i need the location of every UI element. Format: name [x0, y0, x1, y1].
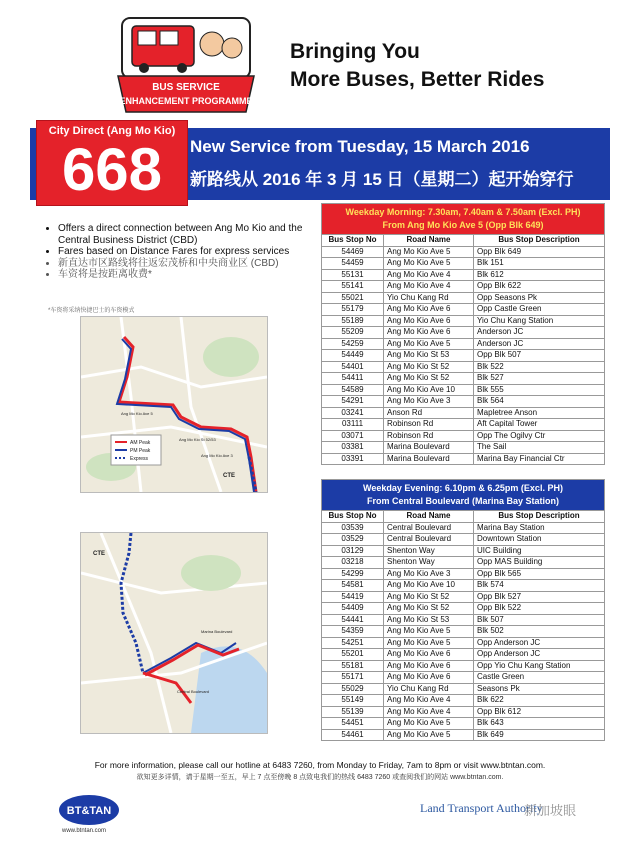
morning-stops-table — [321, 203, 605, 465]
footer-info-zh: 欲知更多详情，请于星期一至五，早上 7 点至傍晚 8 点致电我们的热线 6483 7260 或查阅我们的网站 www.btntan.com. — [136, 774, 504, 781]
morning-title-row — [322, 204, 605, 235]
stop-description: UIC Building — [474, 545, 605, 557]
road-name: Ang Mo Kio Ave 5 — [384, 729, 474, 741]
table-row — [322, 591, 605, 603]
table-row — [322, 292, 605, 304]
bus-service-enhancement-logo — [112, 14, 260, 114]
header-road-name: Road Name — [384, 511, 474, 523]
road-name: Ang Mo Kio Ave 4 — [384, 706, 474, 718]
table-row — [322, 718, 605, 730]
table-row — [322, 580, 605, 592]
stop-description: Opp Yio Chu Kang Station — [474, 660, 605, 672]
bus-stop-no: 54291 — [322, 396, 384, 408]
header-bus-stop-no: Bus Stop No — [322, 235, 384, 247]
road-name: Yio Chu Kang Rd — [384, 292, 474, 304]
bus-stop-no: 54459 — [322, 258, 384, 270]
table-row — [322, 361, 605, 373]
evening-title-row — [322, 480, 605, 511]
road-name: Marina Boulevard — [384, 453, 474, 465]
road-name: Ang Mo Kio Ave 6 — [384, 660, 474, 672]
road-name: Ang Mo Kio Ave 3 — [384, 396, 474, 408]
road-name: Anson Rd — [384, 407, 474, 419]
watermark: 新加坡眼 — [524, 803, 577, 818]
evening-stops-table — [321, 479, 605, 741]
bt-tan-logo-text: BT&TAN — [66, 805, 112, 817]
table-row — [322, 568, 605, 580]
table-row — [322, 637, 605, 649]
table-row — [322, 649, 605, 661]
road-name: Ang Mo Kio St 53 — [384, 614, 474, 626]
map1-label: Ang Mo Kio Ave 5 — [121, 411, 153, 416]
stop-description: Opp Anderson JC — [474, 637, 605, 649]
table-row — [322, 545, 605, 557]
stop-description: Opp Blk 612 — [474, 706, 605, 718]
morning-rows — [322, 246, 605, 465]
bus-stop-no: 55139 — [322, 706, 384, 718]
road-name: Ang Mo Kio Ave 6 — [384, 304, 474, 316]
bullet-item: • Fares based on Distance Fares for express services — [58, 246, 330, 258]
road-name: Shenton Way — [384, 545, 474, 557]
stop-description: Opp Blk 522 — [474, 603, 605, 615]
bus-stop-no: 54419 — [322, 591, 384, 603]
stop-description: Opp MAS Building — [474, 557, 605, 569]
table-row — [322, 269, 605, 281]
table-row — [322, 534, 605, 546]
table-row — [322, 373, 605, 385]
table-row — [322, 419, 605, 431]
lta-logo-text: Land Transport Authority — [420, 801, 543, 815]
stop-description: Blk 502 — [474, 626, 605, 638]
stop-description: Yio Chu Kang Station — [474, 315, 605, 327]
road-name: Ang Mo Kio St 52 — [384, 373, 474, 385]
road-name: Ang Mo Kio St 53 — [384, 350, 474, 362]
road-name: Robinson Rd — [384, 430, 474, 442]
table-row — [322, 384, 605, 396]
bus-stop-no: 54251 — [322, 637, 384, 649]
table-row — [322, 258, 605, 270]
bus-stop-no: 54469 — [322, 246, 384, 258]
logo-line1: BUS SERVICE — [152, 82, 220, 93]
table-header-row — [322, 235, 605, 247]
bus-stop-no: 55021 — [322, 292, 384, 304]
headline-line2: More Buses, Better Rides — [290, 68, 545, 91]
stop-description: Marina Bay Financial Ctr — [474, 453, 605, 465]
legend-express: Express — [130, 456, 149, 462]
stop-description: Blk 612 — [474, 269, 605, 281]
stop-description: Opp Blk 649 — [474, 246, 605, 258]
bus-stop-no: 55201 — [322, 649, 384, 661]
table-row — [322, 430, 605, 442]
bus-stop-no: 54401 — [322, 361, 384, 373]
bus-stop-no: 55189 — [322, 315, 384, 327]
bus-stop-no: 54441 — [322, 614, 384, 626]
route-map-morning — [80, 316, 268, 493]
table-row — [322, 557, 605, 569]
table-row — [322, 281, 605, 293]
table-row — [322, 614, 605, 626]
stop-description: Marina Bay Station — [474, 522, 605, 534]
headline-line1: Bringing You — [290, 40, 420, 63]
bus-stop-no: 55029 — [322, 683, 384, 695]
road-name: Ang Mo Kio Ave 10 — [384, 580, 474, 592]
road-name: Ang Mo Kio Ave 5 — [384, 246, 474, 258]
table-row — [322, 442, 605, 454]
legend-am-peak: AM Peak — [130, 440, 151, 446]
bullet-item: • 车资将是按距离收费* — [58, 269, 330, 281]
banner-title-en: New Service from Tuesday, 15 March 2016 — [190, 137, 530, 156]
bus-stop-no: 55181 — [322, 660, 384, 672]
evening-title — [322, 480, 605, 511]
bus-stop-no: 54461 — [322, 729, 384, 741]
road-name: Ang Mo Kio Ave 4 — [384, 695, 474, 707]
evening-title-line1: Weekday Evening: 6.10pm & 6.25pm (Excl. PH) — [363, 483, 563, 493]
bus-stop-no: 55131 — [322, 269, 384, 281]
stop-description: Opp Blk 622 — [474, 281, 605, 293]
stop-description: Opp The Ogilvy Ctr — [474, 430, 605, 442]
bullet-item: • 新直达市区路线将往返宏茂桥和中央商业区 (CBD) — [58, 258, 330, 270]
table-row — [322, 396, 605, 408]
table-row — [322, 453, 605, 465]
table-row — [322, 729, 605, 741]
legend-pm-peak: PM Peak — [130, 448, 151, 454]
stop-description: Opp Blk 565 — [474, 568, 605, 580]
bus-stop-no: 03529 — [322, 534, 384, 546]
stop-description: Downtown Station — [474, 534, 605, 546]
bus-stop-no: 54359 — [322, 626, 384, 638]
table-row — [322, 672, 605, 684]
logo-line2: ENHANCEMENT PROGRAMME — [119, 96, 253, 106]
bus-stop-no: 55179 — [322, 304, 384, 316]
stop-description: Blk 622 — [474, 695, 605, 707]
table-row — [322, 304, 605, 316]
road-name: Ang Mo Kio Ave 5 — [384, 626, 474, 638]
stop-description: Seasons Pk — [474, 683, 605, 695]
road-name: Ang Mo Kio Ave 3 — [384, 568, 474, 580]
map2-label: Marina Boulevard — [201, 629, 233, 634]
stop-description: Blk 527 — [474, 373, 605, 385]
table-row — [322, 315, 605, 327]
service-number: 668 — [61, 136, 163, 203]
road-name: Shenton Way — [384, 557, 474, 569]
stop-description: Aft Capital Tower — [474, 419, 605, 431]
table-row — [322, 246, 605, 258]
road-name: Ang Mo Kio St 52 — [384, 603, 474, 615]
road-name: Central Boulevard — [384, 522, 474, 534]
stop-description: Blk 564 — [474, 396, 605, 408]
stop-description: Mapletree Anson — [474, 407, 605, 419]
road-name: Ang Mo Kio Ave 6 — [384, 327, 474, 339]
map2-label: Central Boulevard — [177, 689, 210, 694]
bullet-item: • Offers a direct connection between Ang Mo Kio and the Central Business District (CBD) — [58, 223, 330, 246]
table-row — [322, 522, 605, 534]
bus-stop-no: 54451 — [322, 718, 384, 730]
table-row — [322, 407, 605, 419]
road-name: Ang Mo Kio Ave 5 — [384, 258, 474, 270]
table-row — [322, 626, 605, 638]
road-name: Ang Mo Kio Ave 10 — [384, 384, 474, 396]
service-label: City Direct (Ang Mo Kio) — [48, 125, 176, 137]
road-name: Ang Mo Kio Ave 5 — [384, 338, 474, 350]
stop-description: Opp Anderson JC — [474, 649, 605, 661]
header-description: Bus Stop Description — [474, 235, 605, 247]
stop-description: Anderson JC — [474, 338, 605, 350]
road-name: Ang Mo Kio Ave 4 — [384, 269, 474, 281]
map2-label: CTE — [93, 551, 105, 557]
bus-stop-no: 03381 — [322, 442, 384, 454]
road-name: Ang Mo Kio Ave 6 — [384, 649, 474, 661]
banner-title-zh: 新路线从 2016 年 3 月 15 日（星期二）起开始穿行 — [190, 170, 574, 189]
footer-info-en: For more information, please call our hotline at 6483 7260, from Monday to Friday, 7am to 8pm or visit www.btntan.com. — [94, 760, 546, 770]
bus-stop-no: 55171 — [322, 672, 384, 684]
road-name: Ang Mo Kio Ave 5 — [384, 718, 474, 730]
table-row — [322, 350, 605, 362]
stop-description: Blk 555 — [474, 384, 605, 396]
stop-description: Blk 151 — [474, 258, 605, 270]
stop-description: Blk 643 — [474, 718, 605, 730]
morning-title-line1: Weekday Morning: 7.30am, 7.40am & 7.50am (Excl. PH) — [345, 207, 581, 217]
table-row — [322, 683, 605, 695]
header-bus-stop-no: Bus Stop No — [322, 511, 384, 523]
morning-title — [322, 204, 605, 235]
table-header-row — [322, 511, 605, 523]
bus-stop-no: 54411 — [322, 373, 384, 385]
route-map-evening — [80, 532, 268, 734]
bus-stop-no: 54259 — [322, 338, 384, 350]
stop-description: Opp Castle Green — [474, 304, 605, 316]
road-name: Ang Mo Kio Ave 6 — [384, 315, 474, 327]
road-name: Ang Mo Kio Ave 5 — [384, 637, 474, 649]
bus-stop-no: 03129 — [322, 545, 384, 557]
bus-stop-no: 03218 — [322, 557, 384, 569]
road-name: Yio Chu Kang Rd — [384, 683, 474, 695]
stop-description: Blk 507 — [474, 614, 605, 626]
stop-description: Opp Blk 507 — [474, 350, 605, 362]
stop-description: Castle Green — [474, 672, 605, 684]
bus-stop-no: 55149 — [322, 695, 384, 707]
road-name: Ang Mo Kio Ave 4 — [384, 281, 474, 293]
bus-stop-no: 55141 — [322, 281, 384, 293]
headline — [290, 38, 544, 94]
bus-stop-no: 54589 — [322, 384, 384, 396]
morning-title-line2: From Ang Mo Kio Ave 5 (Opp Blk 649) — [382, 220, 544, 230]
bus-stop-no: 54581 — [322, 580, 384, 592]
map1-label: CTE — [223, 473, 235, 479]
bus-stop-no: 03071 — [322, 430, 384, 442]
stop-description: Blk 649 — [474, 729, 605, 741]
table-row — [322, 603, 605, 615]
bus-stop-no: 54299 — [322, 568, 384, 580]
header-road-name: Road Name — [384, 235, 474, 247]
bt-tan-logo — [58, 794, 120, 826]
bus-stop-no: 03111 — [322, 419, 384, 431]
bus-stop-no: 54449 — [322, 350, 384, 362]
operator-url: www.btntan.com — [62, 828, 107, 834]
road-name: Ang Mo Kio St 52 — [384, 591, 474, 603]
bus-stop-no: 03391 — [322, 453, 384, 465]
stop-description: The Sail — [474, 442, 605, 454]
bus-stop-no: 03539 — [322, 522, 384, 534]
bus-stop-no: 54409 — [322, 603, 384, 615]
table-row — [322, 706, 605, 718]
route-number-box — [36, 120, 188, 206]
bus-stop-no: 55209 — [322, 327, 384, 339]
bus-stop-no: 03241 — [322, 407, 384, 419]
service-highlights — [40, 223, 330, 281]
road-name: Robinson Rd — [384, 419, 474, 431]
table-row — [322, 695, 605, 707]
table-row — [322, 327, 605, 339]
stop-description: Blk 522 — [474, 361, 605, 373]
road-name: Ang Mo Kio St 52 — [384, 361, 474, 373]
stop-description: Blk 574 — [474, 580, 605, 592]
stop-description: Opp Seasons Pk — [474, 292, 605, 304]
fare-note: *车资将采纳快捷巴士的车资模式 — [48, 308, 135, 314]
road-name: Marina Boulevard — [384, 442, 474, 454]
table-row — [322, 660, 605, 672]
map1-label: Ang Mo Kio St 52/53 — [179, 437, 216, 442]
table-row — [322, 338, 605, 350]
road-name: Ang Mo Kio Ave 6 — [384, 672, 474, 684]
header-description: Bus Stop Description — [474, 511, 605, 523]
map1-label: Ang Mo Kio Ave 3 — [201, 453, 233, 458]
stop-description: Anderson JC — [474, 327, 605, 339]
evening-rows — [322, 522, 605, 741]
stop-description: Opp Blk 527 — [474, 591, 605, 603]
evening-title-line2: From Central Boulevard (Marina Bay Station) — [366, 496, 560, 506]
road-name: Central Boulevard — [384, 534, 474, 546]
